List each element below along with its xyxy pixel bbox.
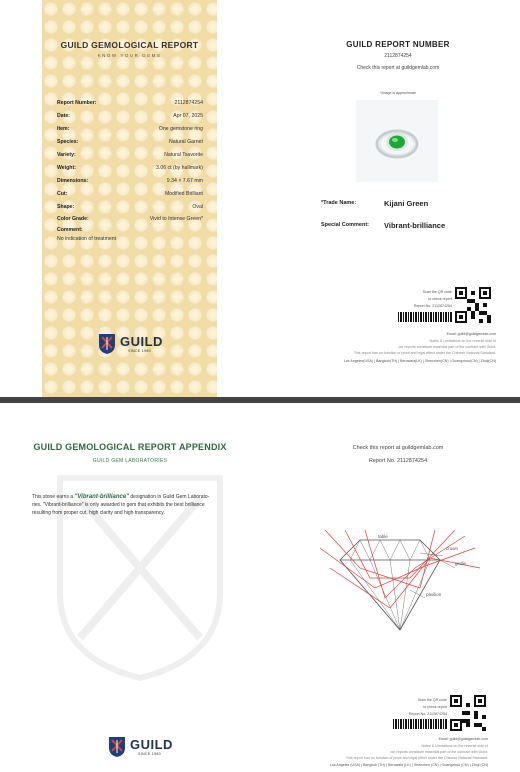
check-report-link-2[interactable]: Check this report at guildgemlab.com bbox=[352, 445, 444, 451]
field-label: Item: bbox=[57, 126, 70, 132]
appendix-title: GUILD GEMOLOGICAL REPORT APPENDIX bbox=[33, 442, 227, 452]
guild-logo-text-2: GUILD bbox=[130, 737, 173, 752]
scan-report-number-b: Report No. 2112874254 bbox=[408, 712, 447, 716]
field-row bbox=[57, 113, 203, 122]
diamond-light-path-diagram bbox=[315, 528, 485, 633]
field-row bbox=[57, 126, 203, 135]
scan-instruction-2: to check report bbox=[428, 297, 452, 301]
special-comment-value: Vibrant-brilliance bbox=[384, 221, 446, 230]
field-value: One gemstone ring bbox=[158, 126, 203, 132]
fine-print-b3: This report has no function of proof and legal effect under the Chinese National Standard. bbox=[345, 756, 488, 760]
scan-instruction: Scan the QR code bbox=[422, 290, 452, 294]
field-value: 3.06 ct (by hallmark) bbox=[156, 165, 203, 171]
lab-locations: Los Angeles(USA) | Bangkok(TH) | Beruwala(LK) | Shenzhen(CN) | Guangzhou(CN) | Zhuji(CN) bbox=[343, 359, 496, 363]
field-row bbox=[57, 204, 203, 213]
contact-email-2: Email: guild@guildgemlab.com bbox=[438, 737, 488, 741]
qr-code-icon-2[interactable] bbox=[450, 695, 486, 731]
field-value: Natural Garnet bbox=[168, 139, 203, 145]
scan-instruction-b: Scan the QR code bbox=[417, 698, 447, 702]
fine-print-1: Notes & Limitations on the reverse side of bbox=[429, 339, 496, 343]
guild-logo-since: SINCE 1980 bbox=[128, 349, 151, 353]
fine-print-3: This report has no function of proof and legal effect under the Chinese National Standard. bbox=[353, 351, 496, 355]
gemstone-ring-image bbox=[356, 100, 438, 182]
comment-value: No indication of treatment bbox=[57, 236, 117, 242]
fine-print-b1: Notes & Limitations on the reverse side of bbox=[421, 744, 488, 748]
vibrant-brilliance-paragraph bbox=[32, 493, 242, 517]
field-label: Cut: bbox=[57, 191, 68, 197]
fine-print-2: our reports constitute essential part of the contract with Guild. bbox=[398, 345, 496, 349]
field-row bbox=[57, 100, 203, 109]
report-tagline: KNOW YOUR GEMS bbox=[97, 53, 162, 58]
guild-logo-since-2: SINCE 1980 bbox=[138, 752, 161, 756]
diagram-label-pavilion: pavilion bbox=[426, 592, 442, 597]
field-row bbox=[57, 152, 203, 161]
report-appendix-page bbox=[0, 403, 520, 772]
field-row bbox=[57, 165, 203, 174]
fine-print-b2: our reports constitute essential part of the contract with Guild. bbox=[390, 750, 488, 754]
scan-instruction-b2: to check report bbox=[423, 705, 447, 709]
guild-logo-text: GUILD bbox=[120, 334, 163, 349]
diagram-label-table: table bbox=[378, 534, 388, 539]
field-label: Weight: bbox=[57, 165, 76, 171]
field-value: Modified Brilliant bbox=[164, 191, 203, 197]
para-line-2: ries. "Vibrant-brilliance" is only awarded to gem that exhibits the best brilliance bbox=[32, 502, 205, 508]
guild-shield-logo-icon bbox=[98, 333, 116, 355]
report-number-title: GUILD REPORT NUMBER bbox=[346, 40, 450, 49]
check-report-link[interactable]: Check this report at guildgemlab.com bbox=[356, 65, 440, 71]
field-row bbox=[57, 191, 203, 200]
lab-locations-2: Los Angeles (USA) | Bangkok (TH) | Beruwala (LK) | Shenzhen (CN) | Guangzhou (CN) | Zhuji (CN) bbox=[329, 763, 488, 767]
trade-name-label: *Trade Name: bbox=[321, 200, 357, 206]
diagram-label-girdle: girdle bbox=[455, 561, 467, 566]
barcode-icon bbox=[398, 312, 452, 322]
field-row bbox=[57, 178, 203, 187]
comment-label: Comment: bbox=[57, 227, 83, 233]
scan-report-number: Report No. 2112874254 bbox=[413, 304, 452, 308]
contact-email: Email: guild@guildgemlab.com bbox=[446, 332, 496, 336]
field-value: Apr 07, 2025 bbox=[173, 113, 203, 119]
special-comment-label: Special Comment: bbox=[321, 222, 369, 228]
para-start: This stone earns a bbox=[32, 494, 75, 500]
para-line-3: resulting from proper cut, high clarity and high transparency. bbox=[32, 510, 165, 516]
field-label: Date: bbox=[57, 113, 70, 119]
trade-name-value: Kijani Green bbox=[384, 199, 429, 208]
field-label: Report Number: bbox=[57, 100, 97, 106]
field-value: Oval bbox=[192, 204, 203, 210]
field-value: Natural Tsavorite bbox=[164, 152, 203, 158]
field-label: Variety: bbox=[57, 152, 76, 158]
image-note: *Image is approximate bbox=[380, 91, 416, 95]
para-continue: designation in Guild Gem Laborato- bbox=[129, 494, 210, 500]
field-value: Vivid to Intense Green* bbox=[149, 216, 203, 222]
field-row bbox=[57, 139, 203, 148]
appendix-report-number: Report No. 2112874254 bbox=[368, 458, 428, 464]
qr-code-icon[interactable] bbox=[455, 287, 491, 323]
field-label: Species: bbox=[57, 139, 79, 145]
diagram-label-crown: crown bbox=[446, 546, 459, 551]
report-number: 2112874254 bbox=[384, 53, 412, 59]
field-label: Dimensions: bbox=[57, 178, 89, 184]
field-value: 9.34 × 7.67 mm bbox=[166, 178, 203, 184]
field-label: Color Grade: bbox=[57, 216, 89, 222]
field-label: Shape: bbox=[57, 204, 75, 210]
field-row bbox=[57, 216, 203, 225]
field-value: 2112874254 bbox=[174, 100, 203, 106]
guild-shield-logo-icon-2 bbox=[108, 736, 126, 758]
appendix-subtitle: GUILD GEM LABORATORIES bbox=[92, 458, 168, 464]
vibrant-brilliance-highlight: "Vibrant-brilliance" bbox=[74, 494, 130, 500]
barcode-icon-2 bbox=[393, 719, 447, 729]
report-title: GUILD GEMOLOGICAL REPORT bbox=[60, 40, 199, 50]
